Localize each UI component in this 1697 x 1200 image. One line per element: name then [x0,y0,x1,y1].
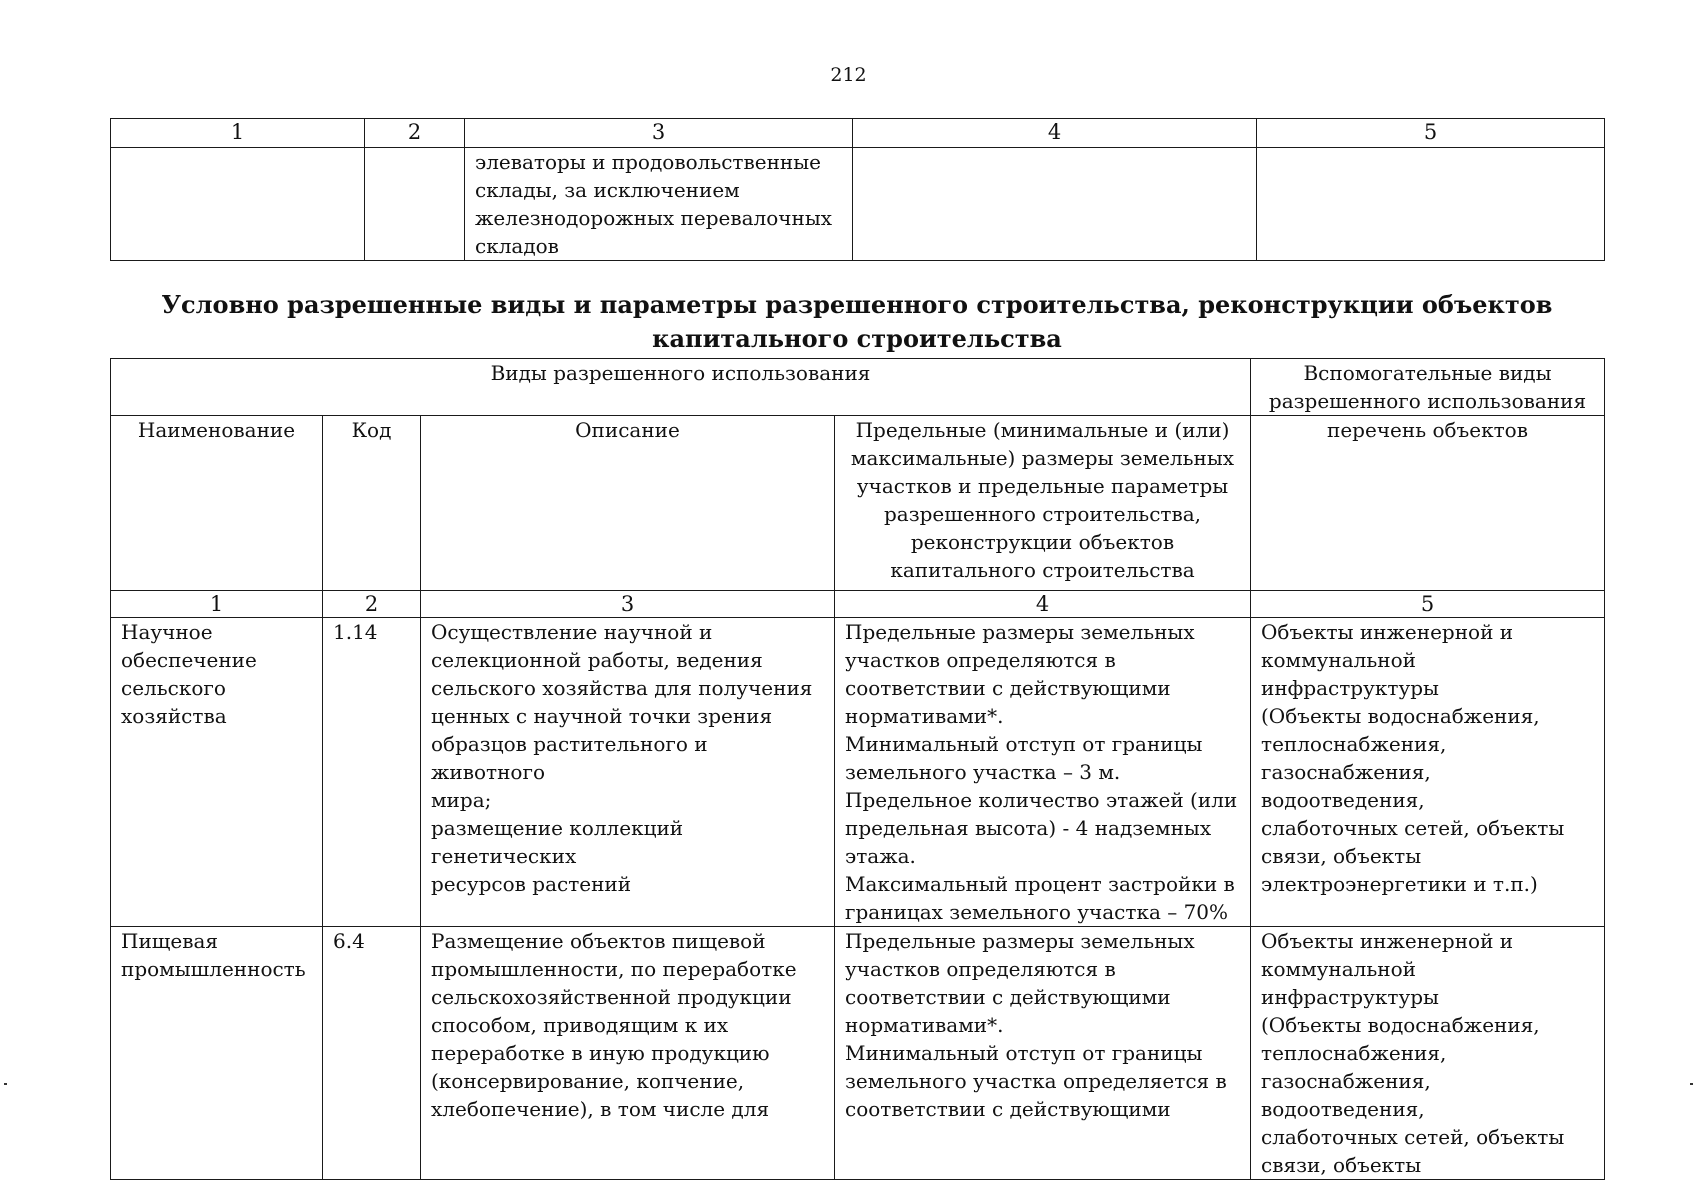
cell-objects: Объекты инженерной и коммунальной инфраструктуры (Объекты водоснабжения, теплоснабжения, газоснабжения, водоотведения, слаботочных сетей, объекты связи, объекты [1251,927,1605,1180]
header-limits: Предельные (минимальные и (или) максимальные) размеры земельных участков и предельные параметры разрешенного строительства, реконструкции объектов капитального строительства [835,416,1251,591]
cell-code: 6.4 [323,927,421,1180]
header-main-uses: Виды разрешенного использования [111,359,1251,416]
column-number-row [111,119,1605,148]
column-number: 2 [365,119,465,148]
header-row [111,416,1605,591]
column-number: 3 [465,119,853,148]
cell-description: Осуществление научной и селекционной работы, ведения сельского хозяйства для получения ценных с научной точки зрения образцов растительного и животного мира; размещение коллекций генетических ресурсов растений [421,618,835,927]
cell-name [111,148,365,261]
land-use-table [110,358,1605,1180]
table-row [111,927,1605,1180]
header-name: Наименование [111,416,323,591]
column-number: 3 [421,591,835,618]
column-number: 5 [1257,119,1605,148]
cell-name: Научное обеспечение сельского хозяйства [111,618,323,927]
header-auxiliary-uses: Вспомогательные виды разрешенного использования [1251,359,1605,416]
continuation-table [110,118,1605,261]
header-group-row [111,359,1605,416]
column-number: 4 [853,119,1257,148]
cell-limits: Предельные размеры земельных участков определяются в соответствии с действующими нормативами*. Минимальный отступ от границы земельного участка определяется в соответствии с действующими [835,927,1251,1180]
header-objects: перечень объектов [1251,416,1605,591]
column-number: 1 [111,591,323,618]
table-row [111,618,1605,927]
scan-edge-mark [4,1083,7,1085]
cell-code [365,148,465,261]
cell-description: элеваторы и продовольственные склады, за исключением железнодорожных перевалочных складов [465,148,853,261]
cell-code: 1.14 [323,618,421,927]
column-number: 1 [111,119,365,148]
cell-name: Пищевая промышленность [111,927,323,1180]
header-code: Код [323,416,421,591]
page-number: 212 [830,64,867,86]
header-description: Описание [421,416,835,591]
cell-limits [853,148,1257,261]
section-heading: Условно разрешенные виды и параметры разрешенного строительства, реконструкции объектов капитального строительства [161,290,1553,353]
column-number: 2 [323,591,421,618]
column-number: 4 [835,591,1251,618]
cell-objects: Объекты инженерной и коммунальной инфраструктуры (Объекты водоснабжения, теплоснабжения, газоснабжения, водоотведения, слаботочных сетей, объекты связи, объекты электроэнергетики и т.п.) [1251,618,1605,927]
cell-limits: Предельные размеры земельных участков определяются в соответствии с действующими нормативами*. Минимальный отступ от границы земельного участка – 3 м. Предельное количество этажей (или предельная высота) - 4 надземных этажа. Максимальный процент застройки в границах земельного участка – 70% [835,618,1251,927]
cell-description: Размещение объектов пищевой промышленности, по переработке сельскохозяйственной продукции способом, приводящим к их переработке в иную продукцию (консервирование, копчение, хлебопечение), в том числе для [421,927,835,1180]
scan-edge-mark [1690,1083,1693,1085]
table-row [111,148,1605,261]
cell-objects [1257,148,1605,261]
column-number-row [111,591,1605,618]
column-number: 5 [1251,591,1605,618]
